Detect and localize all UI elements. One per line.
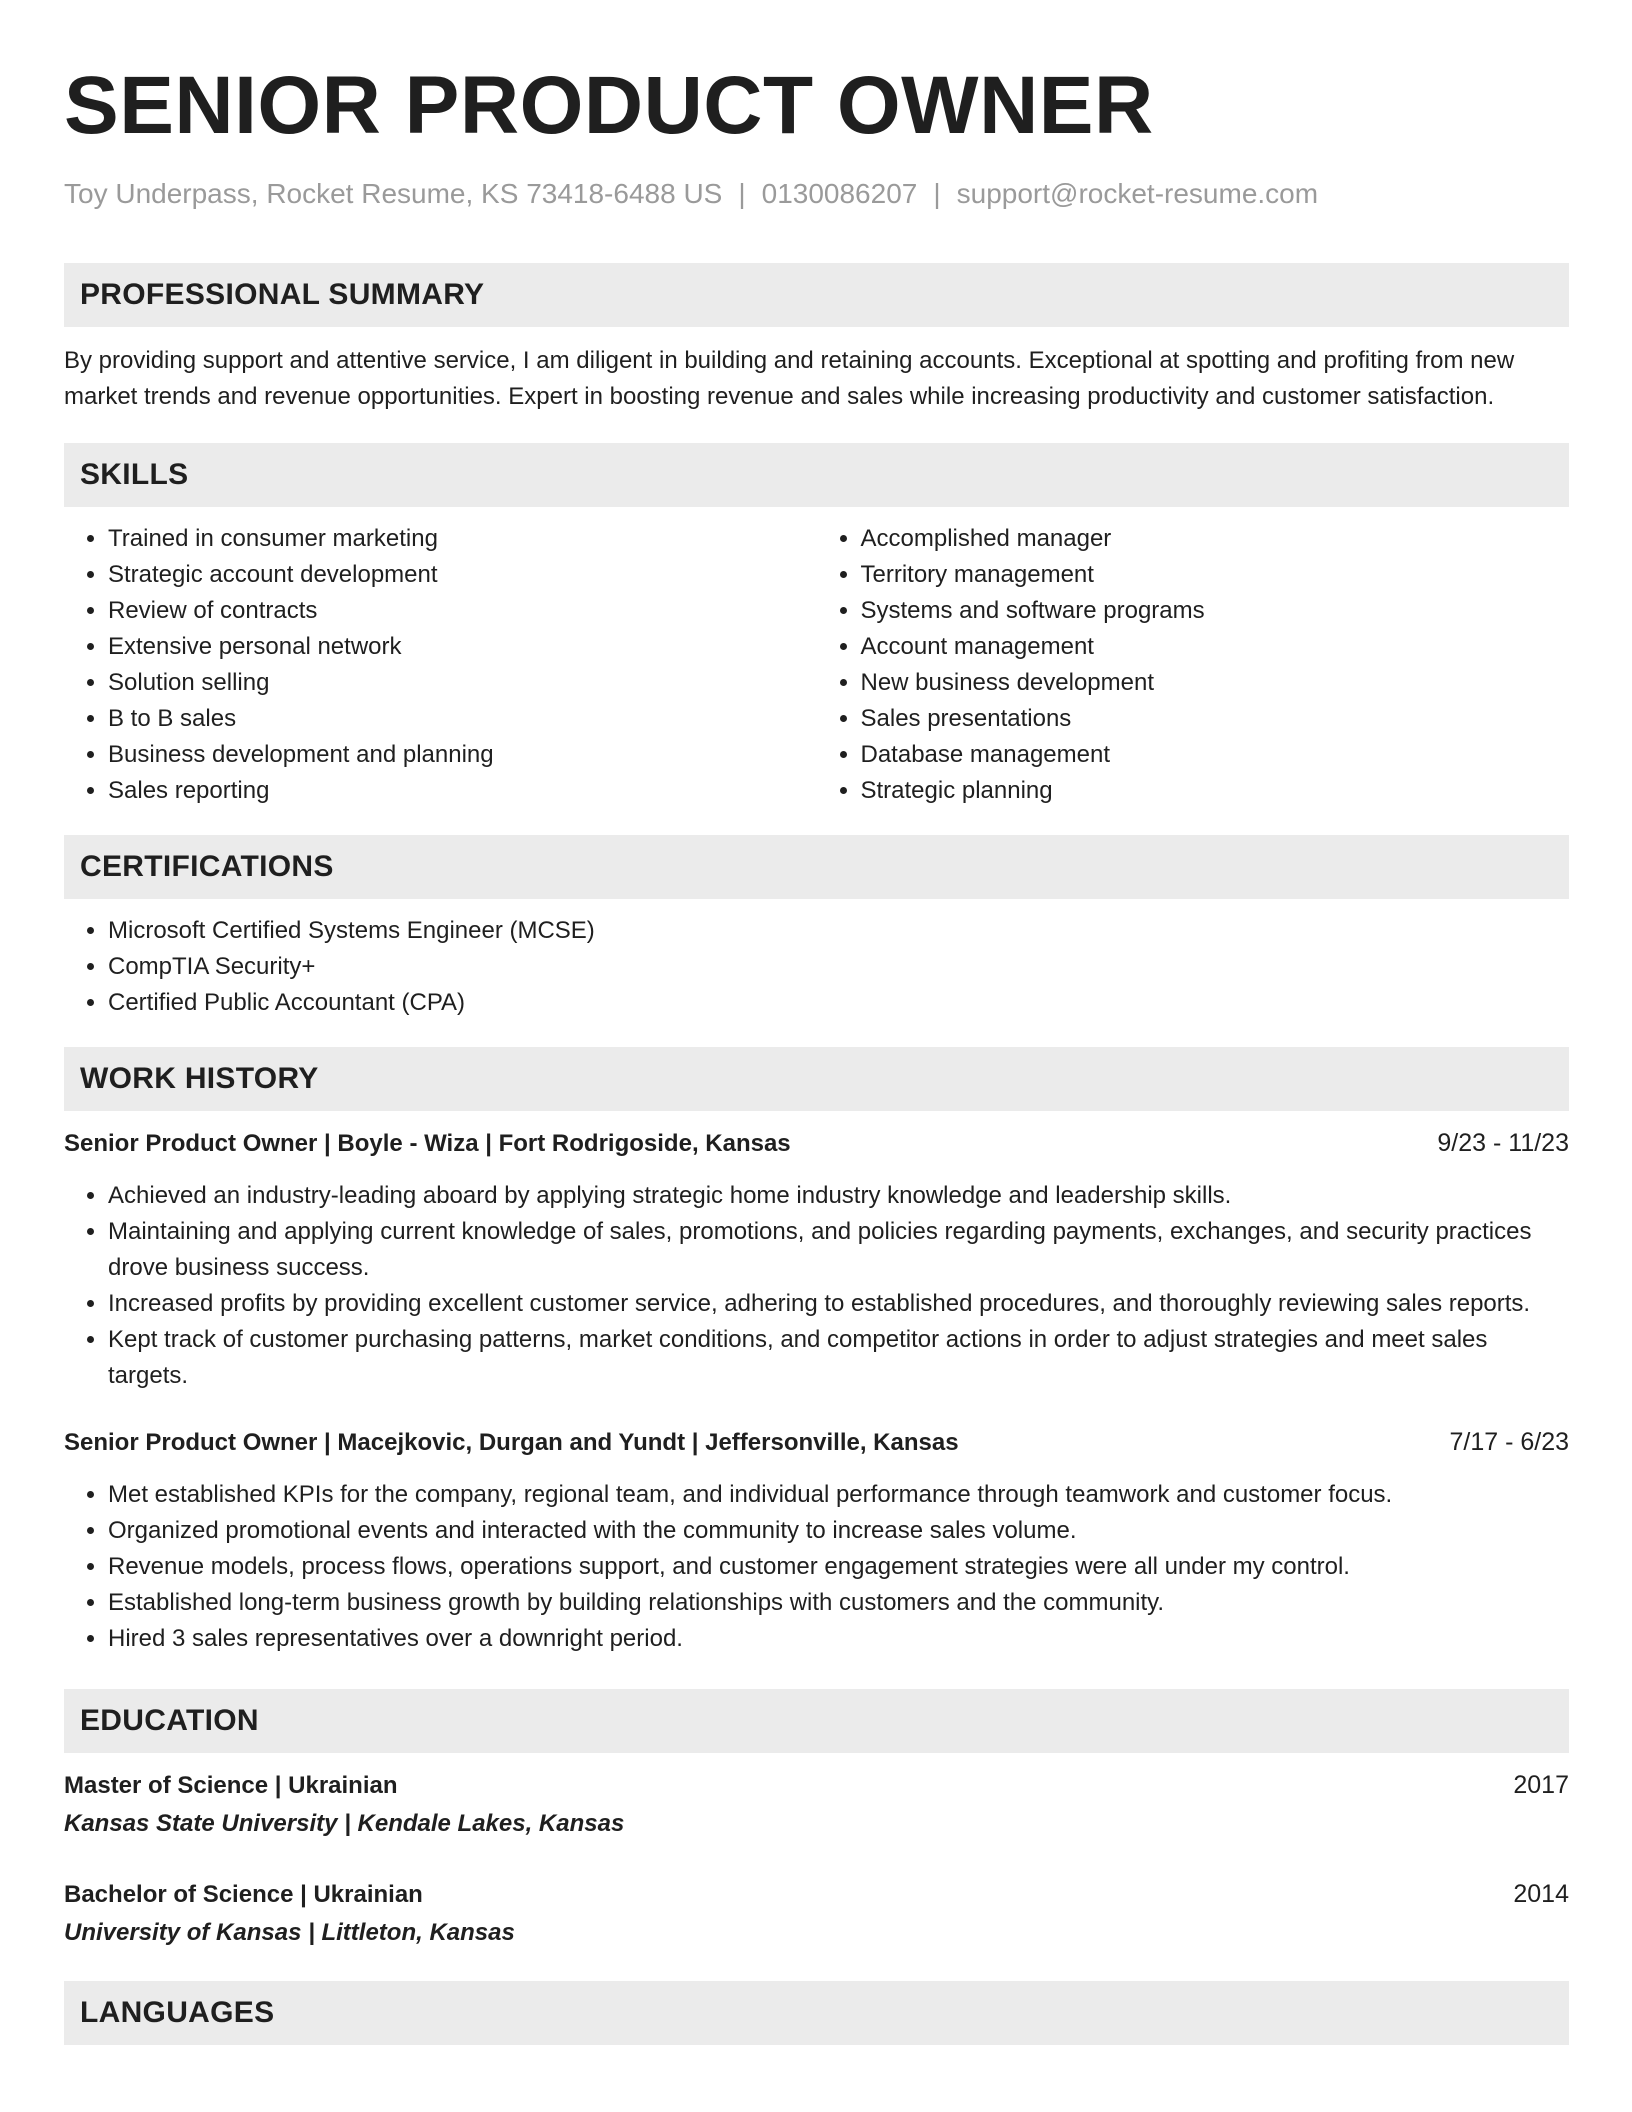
skill-item: • Trained in consumer marketing — [108, 521, 817, 557]
skill-item: • Extensive personal network — [108, 629, 817, 665]
job-bullet: • Revenue models, process flows, operations support, and customer engagement strategies were all under my control. — [108, 1549, 1569, 1585]
certification-item: • Certified Public Accountant (CPA) — [108, 985, 1569, 1021]
contact-separator: | — [933, 178, 941, 209]
education-year: 2014 — [1513, 1880, 1569, 1908]
skill-item: • B to B sales — [108, 701, 817, 737]
job-bullet: • Kept track of customer purchasing patterns, market conditions, and competitor actions in order to adjust strategies and meet sales targets. — [108, 1322, 1569, 1394]
contact-email[interactable]: support@rocket-resume.com — [956, 178, 1319, 209]
skills-list-right — [817, 521, 1570, 809]
section-heading-certifications: CERTIFICATIONS — [64, 835, 1569, 899]
education-header — [64, 1876, 1569, 1913]
job-bullet: • Established long-term business growth by building relationships with customers and the community. — [108, 1585, 1569, 1621]
contact-line — [64, 176, 1569, 212]
skill-item: • Database management — [861, 737, 1570, 773]
resume-page — [64, 0, 1569, 2045]
contact-phone: 0130086207 — [761, 178, 918, 209]
skill-item: • Territory management — [861, 557, 1570, 593]
certifications-list — [64, 913, 1569, 1021]
contact-address: Toy Underpass, Rocket Resume, KS 73418-6488 US — [64, 178, 723, 209]
education-degree: Bachelor of Science | Ukrainian — [64, 1881, 423, 1908]
skill-item: • Systems and software programs — [861, 593, 1570, 629]
skill-item: • Solution selling — [108, 665, 817, 701]
job-bullets — [64, 1477, 1569, 1657]
skills-list-left — [64, 521, 817, 809]
job-title: Senior Product Owner | Macejkovic, Durgan and Yundt | Jeffersonville, Kansas — [64, 1429, 959, 1456]
job-bullet: • Increased profits by providing excellent customer service, adhering to established procedures, and thoroughly reviewing sales reports. — [108, 1286, 1569, 1322]
skills-grid — [64, 507, 1569, 809]
job-header — [64, 1424, 1569, 1461]
skill-item: • Strategic planning — [861, 773, 1570, 809]
education-degree: Master of Science | Ukrainian — [64, 1772, 398, 1799]
section-heading-languages: LANGUAGES — [64, 1981, 1569, 2045]
resume-title: SENIOR PRODUCT OWNER — [64, 60, 1154, 151]
skill-item: • Sales reporting — [108, 773, 817, 809]
job-title: Senior Product Owner | Boyle - Wiza | Fort Rodrigoside, Kansas — [64, 1130, 791, 1157]
skill-item: • Accomplished manager — [861, 521, 1570, 557]
job-bullet: • Organized promotional events and interacted with the community to increase sales volume. — [108, 1513, 1569, 1549]
contact-separator: | — [738, 178, 746, 209]
skill-item: • Strategic account development — [108, 557, 817, 593]
job-bullet: • Hired 3 sales representatives over a downright period. — [108, 1621, 1569, 1657]
skill-item: • Account management — [861, 629, 1570, 665]
education-header — [64, 1767, 1569, 1804]
summary-text: By providing support and attentive service, I am diligent in building and retaining accounts. Exceptional at spotting and profiting from new market trends and revenue opportunities. Expert in boosting revenue and sales while increasing productivity and customer satisfaction. — [64, 347, 1515, 410]
job-header — [64, 1125, 1569, 1162]
section-heading-work-history: WORK HISTORY — [64, 1047, 1569, 1111]
skill-item: • Sales presentations — [861, 701, 1570, 737]
job-bullet: • Maintaining and applying current knowledge of sales, promotions, and policies regarding payments, exchanges, and security practices drove business success. — [108, 1214, 1569, 1286]
education-school: Kansas State University | Kendale Lakes, Kansas — [64, 1810, 625, 1837]
skill-item: • New business development — [861, 665, 1570, 701]
certification-item: • CompTIA Security+ — [108, 949, 1569, 985]
section-heading-skills: SKILLS — [64, 443, 1569, 507]
education-school: University of Kansas | Littleton, Kansas — [64, 1919, 515, 1946]
skill-item: • Review of contracts — [108, 593, 817, 629]
job-bullet: • Achieved an industry-leading aboard by applying strategic home industry knowledge and leadership skills. — [108, 1178, 1569, 1214]
certification-item: • Microsoft Certified Systems Engineer (MCSE) — [108, 913, 1569, 949]
job-bullets — [64, 1178, 1569, 1394]
job-dates: 7/17 - 6/23 — [1449, 1428, 1569, 1456]
job-bullet: • Met established KPIs for the company, regional team, and individual performance through teamwork and customer focus. — [108, 1477, 1569, 1513]
section-heading-summary: PROFESSIONAL SUMMARY — [64, 263, 1569, 327]
skill-item: • Business development and planning — [108, 737, 817, 773]
education-year: 2017 — [1513, 1771, 1569, 1799]
job-dates: 9/23 - 11/23 — [1437, 1129, 1569, 1157]
section-heading-education: EDUCATION — [64, 1689, 1569, 1753]
